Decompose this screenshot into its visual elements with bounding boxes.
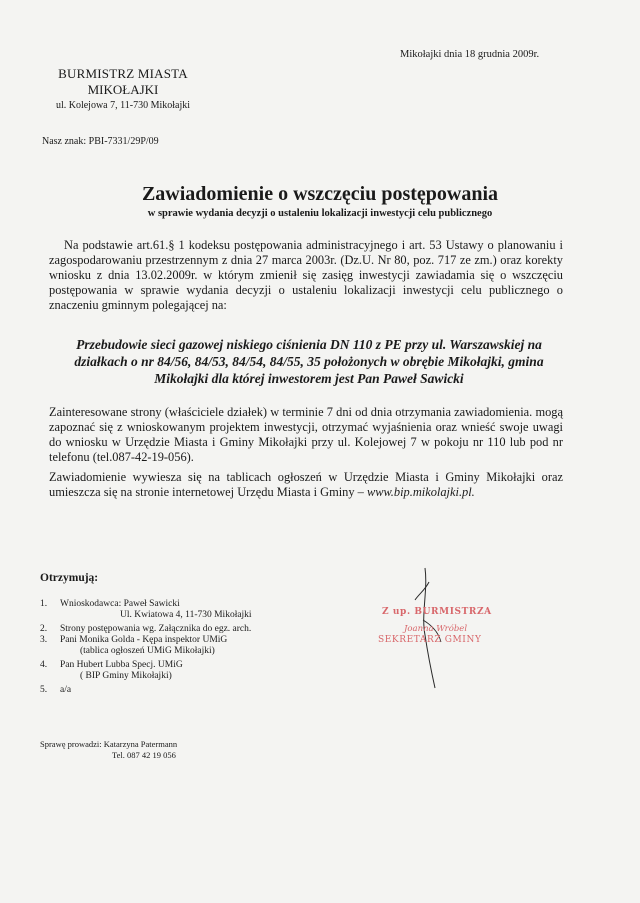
stamp-line-authority: Z up. BURMISTRZA <box>382 607 492 617</box>
sender-title: BURMISTRZ MIASTA <box>58 66 188 81</box>
project-description: Przebudowie sieci gazowej niskiego ciśnienia DN 110 z PE przy ul. Warszawskiej na działkach o nr 84/56, 84/53, 84/54, 84/55, 35 położonych w obrębie Mikołajki, gmina Mikołajki dla której inwestorem jest Pan Paweł Sawicki <box>74 337 544 386</box>
list-item: 3. Pani Monika Golda - Kępa inspektor UMiG <box>40 635 228 645</box>
list-item: 5. a/a <box>40 685 72 695</box>
list-item-detail: (tablica ogłoszeń UMiG Mikołajki) <box>80 646 215 656</box>
sender-address: ul. Kolejowa 7, 11-730 Mikołajki <box>55 100 191 111</box>
document-subtitle: w sprawie wydania decyzji o ustaleniu lokalizacji inwestycji celu publicznego <box>147 208 493 219</box>
prepared-by: Sprawę prowadzi: Katarzyna Patermann <box>40 739 178 749</box>
bip-link[interactable]: www.bip.mikolajki.pl. <box>366 485 475 499</box>
interested-parties-paragraph: Zainteresowane strony (właściciele działek) w terminie 7 dni od dnia otrzymania zawiadomienia. mogą zapoznać się z wnioskowanym projektem inwestycji, otrzymać wyjaśnienia oraz wnieść swoje uwagi do wniosku w Urzędzie Miasta i Gminy Mikołajki przy ul. Kolejowej 7 w pokoju nr 110 lub pod nr telefonu (tel.087-42-19-056). <box>49 405 563 464</box>
list-item-detail: ( BIP Gminy Mikołajki) <box>80 671 172 681</box>
reference-number: Nasz znak: PBI-7331/29P/09 <box>42 136 159 147</box>
stamp-line-position: SEKRETARZ GMINY <box>378 635 482 645</box>
sender-block <box>38 66 208 113</box>
official-stamp <box>380 600 540 660</box>
document-title: Zawiadomienie o wszczęciu postępowania <box>141 183 499 205</box>
list-item-detail: Ul. Kwiatowa 4, 11-730 Mikołajki <box>120 610 252 620</box>
recipients-list <box>40 599 252 696</box>
letter-date: Mikołajki dnia 18 grudnia 2009r. <box>400 49 540 60</box>
prepared-phone: Tel. 087 42 19 056 <box>112 750 176 760</box>
stamp-line-name: Joanna Wróbel <box>404 624 468 634</box>
list-item: 1. Wnioskodawca: Paweł Sawicki <box>40 599 180 609</box>
publication-paragraph <box>49 470 563 500</box>
recipients-heading: Otrzymują: <box>40 572 99 584</box>
list-item: 4. Pan Hubert Lubba Specj. UMiG <box>40 660 183 670</box>
list-item: 2. Strony postępowania wg. Załącznika do egz. arch. <box>40 624 252 634</box>
sender-city: MIKOŁAJKI <box>87 82 159 97</box>
publication-text: Zawiadomienie wywiesza się na tablicach ogłoszeń w Urzędzie Miasta i Gminy Mikołajki oraz umieszcza się na stronie internetowej Urzędu Miasta i Gminy – <box>49 470 563 499</box>
legal-basis-paragraph: Na podstawie art.61.§ 1 kodeksu postępowania administracyjnego i art. 53 Ustawy o planowaniu i zagospodarowaniu przestrzennym z dnia 27 marca 2003r. (Dz.U. Nr 80, poz. 717 ze zm.) oraz korekty wniosku z dnia 13.02.2009r. w którym zmienił się zasięg inwestycji zawiadamia się o wszczęciu postępowania w sprawie wydania decyzji o ustaleniu lokalizacji inwestycji celu publicznego o znaczeniu gminnym polegającej na: <box>49 238 563 312</box>
